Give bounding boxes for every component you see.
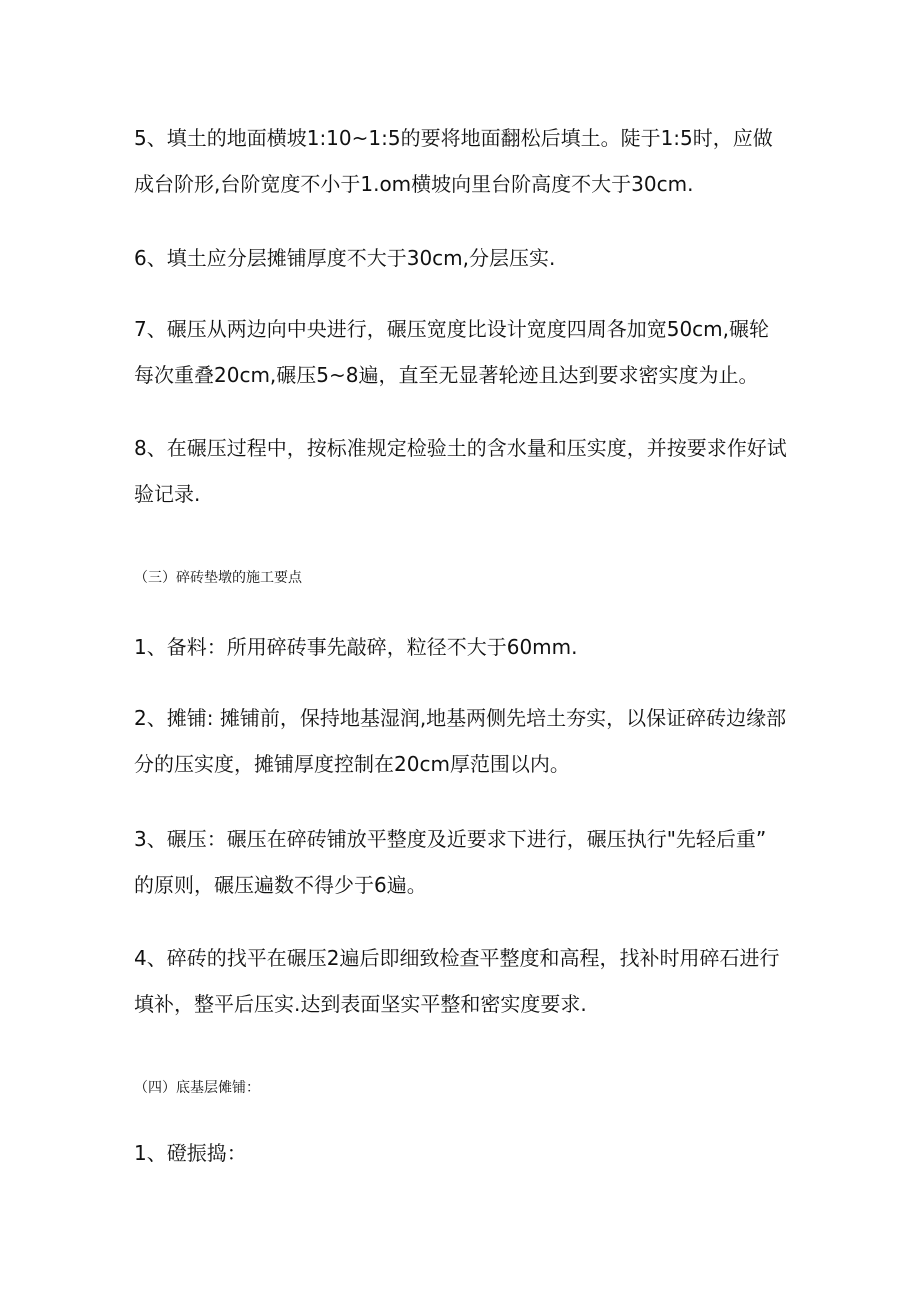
text-line: 3、碾压：碾压在碎砖铺放平整度及近要求下进行，碾压执行"先轻后重” bbox=[134, 827, 767, 851]
section-4-heading: （四）底基层傩铺： bbox=[134, 1080, 260, 1096]
text-line: 分的压实度，摊铺厚度控制在20cm厚范围以内。 bbox=[134, 752, 570, 776]
text-line: 5、填土的地面横坡1:10~1:5的要将地面翻松后填土。陡于1:5时，应做 bbox=[134, 126, 773, 150]
text-line: 7、碾压从两边向中央进行，碾压宽度比设计宽度四周各加宽50cm,碾轮 bbox=[134, 317, 770, 341]
text-line: 填补，整平后压实.达到表面坚实平整和密实度要求. bbox=[134, 992, 587, 1016]
text-line: 2、摊铺: 摊铺前，保持地基湿润,地基两侧先培土夯实，以保证碎砖边缘部 bbox=[134, 706, 787, 730]
text-line: 8、在碾压过程中，按标准规定检验土的含水量和压实度，并按要求作好试 bbox=[134, 436, 787, 460]
section-3-item-2 bbox=[134, 695, 794, 787]
paragraph-item-6 bbox=[134, 235, 794, 281]
section-3-heading: （三）碎砖垫墩的施工要点 bbox=[134, 570, 302, 586]
paragraph-item-7 bbox=[134, 306, 794, 398]
text-line: 4、碎砖的找平在碾压2遍后即细致检查平整度和高程，找补时用碎石进行 bbox=[134, 946, 780, 970]
text-line: 成台阶形,台阶宽度不小于1.om横坡向里台阶高度不大于30cm. bbox=[134, 172, 694, 196]
paragraph-item-8 bbox=[134, 425, 794, 517]
text-line: 1、备料：所用碎砖事先敲碎，粒径不大于60mm. bbox=[134, 635, 578, 659]
text-line: 1、磴振捣： bbox=[134, 1141, 247, 1165]
paragraph-item-5 bbox=[134, 115, 794, 207]
text-line: 的原则，碾压遍数不得少于6遍。 bbox=[134, 873, 427, 897]
section-3-item-1 bbox=[134, 624, 794, 670]
text-line: 验记录. bbox=[134, 482, 201, 506]
text-line: 6、填土应分层摊铺厚度不大于30cm,分层压实. bbox=[134, 246, 556, 270]
section-3-item-3 bbox=[134, 816, 794, 908]
section-3-item-4 bbox=[134, 935, 794, 1027]
text-line: 每次重叠20cm,碾压5~8遍，直至无显著轮迹且达到要求密实度为止。 bbox=[134, 363, 759, 387]
section-4-item-1 bbox=[134, 1130, 794, 1176]
